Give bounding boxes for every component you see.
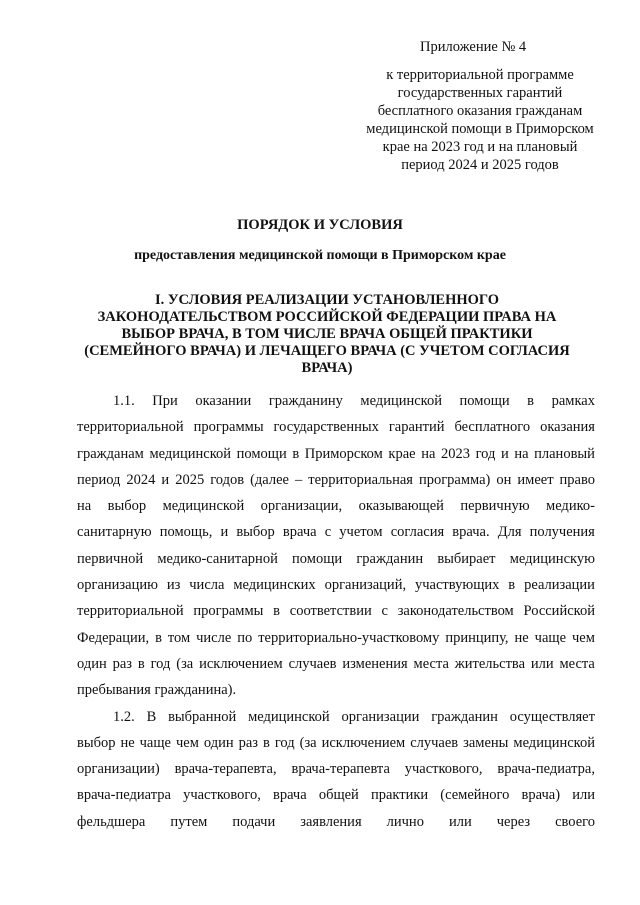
document-subtitle: предоставления медицинской помощи в Приморском крае — [134, 248, 506, 263]
paragraph-line: пребывания гражданина). — [77, 682, 237, 699]
section-heading-line: (СЕМЕЙНОГО ВРАЧА) И ЛЕЧАЩЕГО ВРАЧА (С УЧЕТОМ СОГЛАСИЯ — [84, 343, 570, 359]
appendix-title: Приложение № 4 — [420, 39, 527, 55]
appendix-subtitle-line: к территориальной программе — [386, 67, 574, 83]
paragraph-line: гражданам медицинской помощи в Приморском крае на 2023 год и на плановый — [77, 445, 595, 462]
appendix-subtitle — [330, 66, 630, 174]
paragraph-line: фельдшера путем подачи заявления лично или через своего — [77, 813, 595, 830]
section-heading-line: ВЫБОР ВРАЧА, В ТОМ ЧИСЛЕ ВРАЧА ОБЩЕЙ ПРАКТИКИ — [121, 326, 533, 342]
paragraph-line: на выбор медицинской организации, оказывающей первичную медико- — [77, 498, 595, 515]
paragraph-line: врача-педиатра участкового, врача общей практики (семейного врача) или — [77, 787, 595, 804]
appendix-subtitle-line: период 2024 и 2025 годов — [401, 157, 559, 173]
body-text — [77, 392, 595, 839]
paragraph-line: первичной медико-санитарной помощи гражданин выбирает медицинскую — [77, 550, 595, 567]
appendix-subtitle-line: крае на 2023 год и на плановый — [382, 139, 578, 155]
paragraph-line: организации) врача-терапевта, врача-терапевта участкового, врача-педиатра, — [77, 761, 595, 778]
paragraph-line: территориальной программы в соответствии с законодательством Российской — [77, 603, 595, 620]
paragraph-line: 1.1. При оказании гражданину медицинской помощи в рамках — [113, 393, 595, 409]
paragraph-line: выбор не чаще чем один раз в год (за исключением случаев замены медицинской — [77, 734, 595, 751]
paragraph-line: период 2024 и 2025 годов (далее – территориальная программа) он имеет право — [77, 471, 595, 488]
paragraph-line: 1.2. В выбранной медицинской организации гражданин осуществляет — [113, 708, 595, 725]
paragraph-line: санитарную помощь, и выбор врача с учетом согласия врача. Для получения — [77, 524, 595, 541]
paragraph-line: организацию из числа медицинских организаций, участвующих в реализации — [77, 577, 595, 594]
section-heading-line: ЗАКОНОДАТЕЛЬСТВОМ РОССИЙСКОЙ ФЕДЕРАЦИИ ПРАВА НА — [97, 309, 557, 325]
document-title: ПОРЯДОК И УСЛОВИЯ — [237, 217, 403, 233]
appendix-subtitle-line: медицинской помощи в Приморском — [366, 121, 594, 137]
paragraph-line: территориальной программы государственных гарантий бесплатного оказания — [77, 419, 595, 436]
section-heading-line: ВРАЧА) — [301, 360, 353, 376]
section-heading-line: I. УСЛОВИЯ РЕАЛИЗАЦИИ УСТАНОВЛЕННОГО — [154, 292, 500, 308]
section-heading — [60, 292, 594, 377]
paragraph-1-2 — [77, 708, 595, 839]
paragraph-line: Федерации, в том числе по территориально-участковому принципу, не чаще чем — [77, 629, 595, 646]
appendix-subtitle-line: государственных гарантий — [397, 85, 563, 101]
paragraph-line: один раз в год (за исключением случаев изменения места жительства или места — [77, 655, 595, 672]
paragraph-1-1 — [77, 392, 595, 708]
appendix-subtitle-line: бесплатного оказания гражданам — [377, 103, 583, 119]
